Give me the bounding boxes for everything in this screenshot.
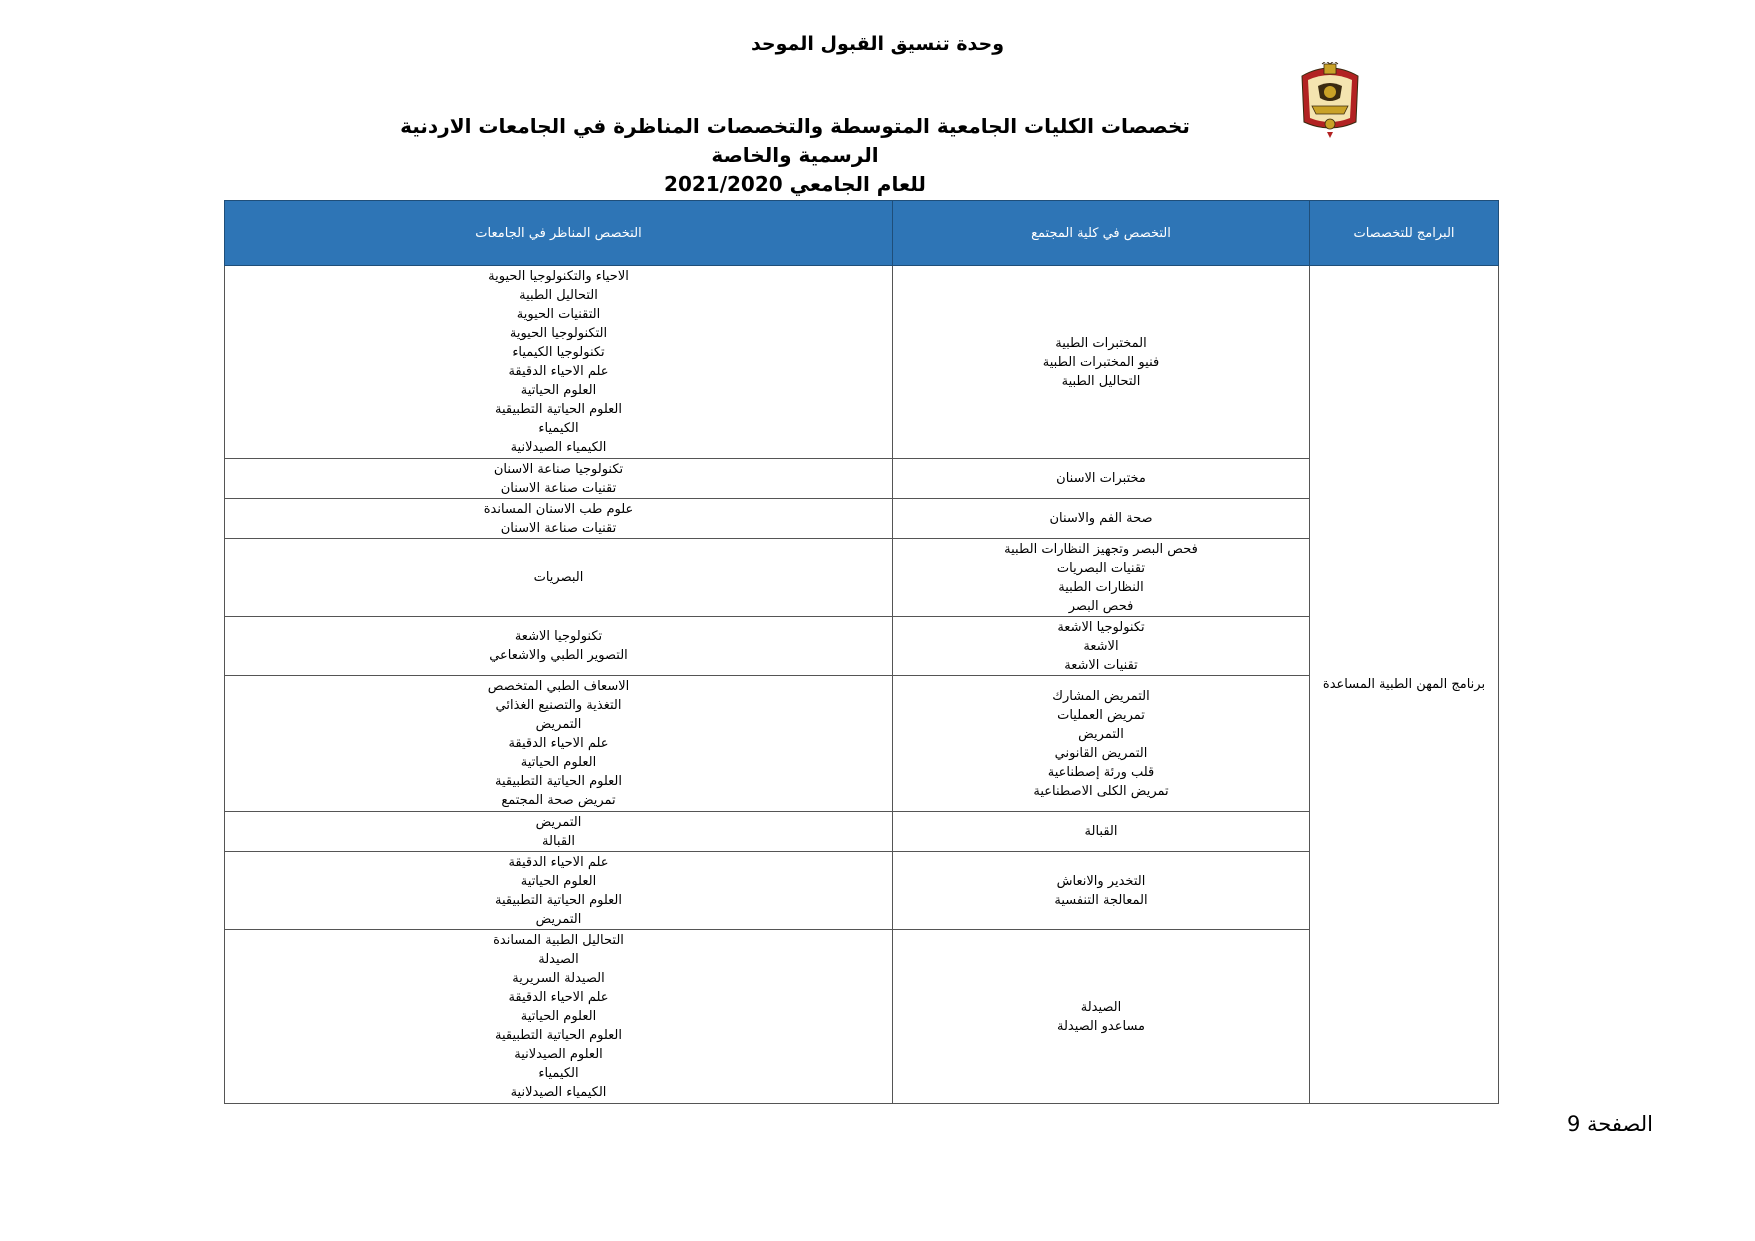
college-specialization: تكنولوجيا الاشعة [1057,619,1145,635]
university-specialization: التقنيات الحيوية [516,307,601,322]
table-row [225,266,1499,459]
university-specialization: العلوم الحياتية [520,383,597,398]
university-specialization: البصريات [533,570,584,585]
unit-title: وحدة تنسيق القبول الموحد [750,33,1005,55]
college-specialization-cell [893,617,1310,676]
university-specialization: الصيدلة السريرية [512,971,605,986]
table-row [225,617,1499,676]
university-specialization: العلوم الحياتية التطبيقية [494,1028,622,1043]
college-specialization: التحاليل الطبية [1061,373,1141,389]
university-specialization: القبالة [542,833,575,849]
college-specialization-cell [893,459,1310,499]
college-specialization: المختبرات الطبية [1055,335,1147,351]
university-specialization: التمريض [535,717,582,732]
university-specialization: الكيمياء الصيدلانية [510,440,607,455]
header-program: البرامج للتخصصات [1310,201,1499,266]
university-specialization: العلوم الصيدلانية [514,1047,603,1062]
college-specialization: الصيدلة [1080,999,1122,1015]
college-specialization: تمريض الكلى الاصطناعية [1033,783,1169,799]
university-specialization: التكنولوجيا الحيوية [509,326,608,341]
university-specialization: التغذية والتصنيع الغذائي [495,698,622,713]
university-specialization-cell [225,266,893,459]
university-specialization: الاسعاف الطبي المتخصص [487,679,630,694]
university-specialization: تقنيات صناعة الاسنان [500,480,617,496]
college-specialization: النظارات الطبية [1058,579,1144,595]
university-specialization: العلوم الحياتية التطبيقية [494,402,622,417]
table-row [225,539,1499,617]
college-specialization: تقنيات الاشعة [1064,657,1138,673]
university-specialization: التحاليل الطبية [519,288,598,303]
jordan-coat-of-arms-icon [1298,62,1362,138]
college-specialization: الاشعة [1083,638,1119,654]
university-specialization: علم الاحياء الدقيقة [508,736,609,751]
university-specialization: علم الاحياء الدقيقة [508,854,609,870]
college-specialization: مختبرات الاسنان [1056,471,1146,486]
college-specialization-cell [893,266,1310,459]
university-specialization: الكيمياء [538,421,579,436]
college-specialization-cell [893,676,1310,812]
specializations-table [224,200,1499,1104]
college-specialization: تقنيات البصريات [1056,560,1146,576]
university-specialization-cell [225,676,893,812]
college-specialization: التخدير والانعاش [1056,873,1146,889]
university-specialization: الصيدلة [538,952,579,967]
university-specialization-cell [225,459,893,499]
title-line-2: للعام الجامعي 2021/2020 [664,172,926,196]
table-row [225,499,1499,539]
university-specialization: تمريض صحة المجتمع [501,793,616,808]
university-specialization: التمريض [535,814,582,830]
table-row [225,812,1499,852]
college-specialization-cell [893,852,1310,930]
document-title [380,112,1210,199]
college-specialization: التمريض القانوني [1054,745,1148,761]
college-specialization: صحة الفم والاسنان [1049,511,1153,526]
university-specialization: تكنولوجيا صناعة الاسنان [493,461,624,477]
college-specialization-cell [893,539,1310,617]
university-specialization: التمريض [535,911,582,927]
table-row [225,852,1499,930]
table-row [225,930,1499,1104]
university-specialization-cell [225,499,893,539]
college-specialization: قلب ورئة إصطناعية [1047,764,1155,780]
university-specialization-cell [225,852,893,930]
college-specialization-cell [893,930,1310,1104]
university-specialization: العلوم الحياتية التطبيقية [494,892,622,908]
university-specialization: التحاليل الطبية المساندة [493,933,624,948]
university-specialization: التصوير الطبي والاشعاعي [489,648,628,663]
table-header-row [225,201,1499,266]
college-specialization: المعالجة التنفسية [1054,892,1148,908]
university-specialization: تكنولوجيا الكيمياء [512,345,605,360]
university-specialization: العلوم الحياتية [520,873,597,889]
university-specialization: الكيمياء الصيدلانية [510,1085,607,1100]
university-specialization: العلوم الحياتية التطبيقية [494,774,622,789]
college-specialization: فحص البصر [1068,598,1134,614]
university-specialization-cell [225,930,893,1104]
college-specialization: التمريض المشارك [1052,688,1150,704]
title-line-1: تخصصات الكليات الجامعية المتوسطة والتخصصات المناظرة في الجامعات الاردنية الرسمية والخاصة [400,114,1190,167]
university-specialization: العلوم الحياتية [520,755,597,770]
header-university-specialization: التخصص المناظر في الجامعات [225,201,893,266]
table-row [225,676,1499,812]
university-specialization: العلوم الحياتية [520,1009,597,1024]
college-specialization: مساعدو الصيدلة [1056,1018,1146,1034]
college-specialization: تمريض العمليات [1057,707,1145,723]
university-specialization: علم الاحياء الدقيقة [508,990,609,1005]
header-college-specialization: التخصص في كلية المجتمع [893,201,1310,266]
college-specialization: فنيو المختبرات الطبية [1042,354,1160,370]
university-specialization: علوم طب الاسنان المساندة [483,501,634,517]
college-specialization: القبالة [1084,824,1118,839]
university-specialization: تكنولوجيا الاشعة [514,629,603,644]
college-specialization-cell [893,499,1310,539]
college-specialization: فحص البصر وتجهيز النظارات الطبية [1004,541,1198,557]
table-row [225,459,1499,499]
program-cell: برنامج المهن الطبية المساعدة [1310,266,1499,1104]
page-number: الصفحة 9 [1567,1112,1653,1136]
university-specialization-cell [225,539,893,617]
university-specialization-cell [225,812,893,852]
college-specialization-cell [893,812,1310,852]
university-specialization: الاحياء والتكنولوجيا الحيوية [488,269,629,284]
university-specialization-cell [225,617,893,676]
university-specialization: تقنيات صناعة الاسنان [500,520,617,536]
college-specialization: التمريض [1078,726,1124,742]
university-specialization: علم الاحياء الدقيقة [508,364,609,379]
university-specialization: الكيمياء [538,1066,579,1081]
